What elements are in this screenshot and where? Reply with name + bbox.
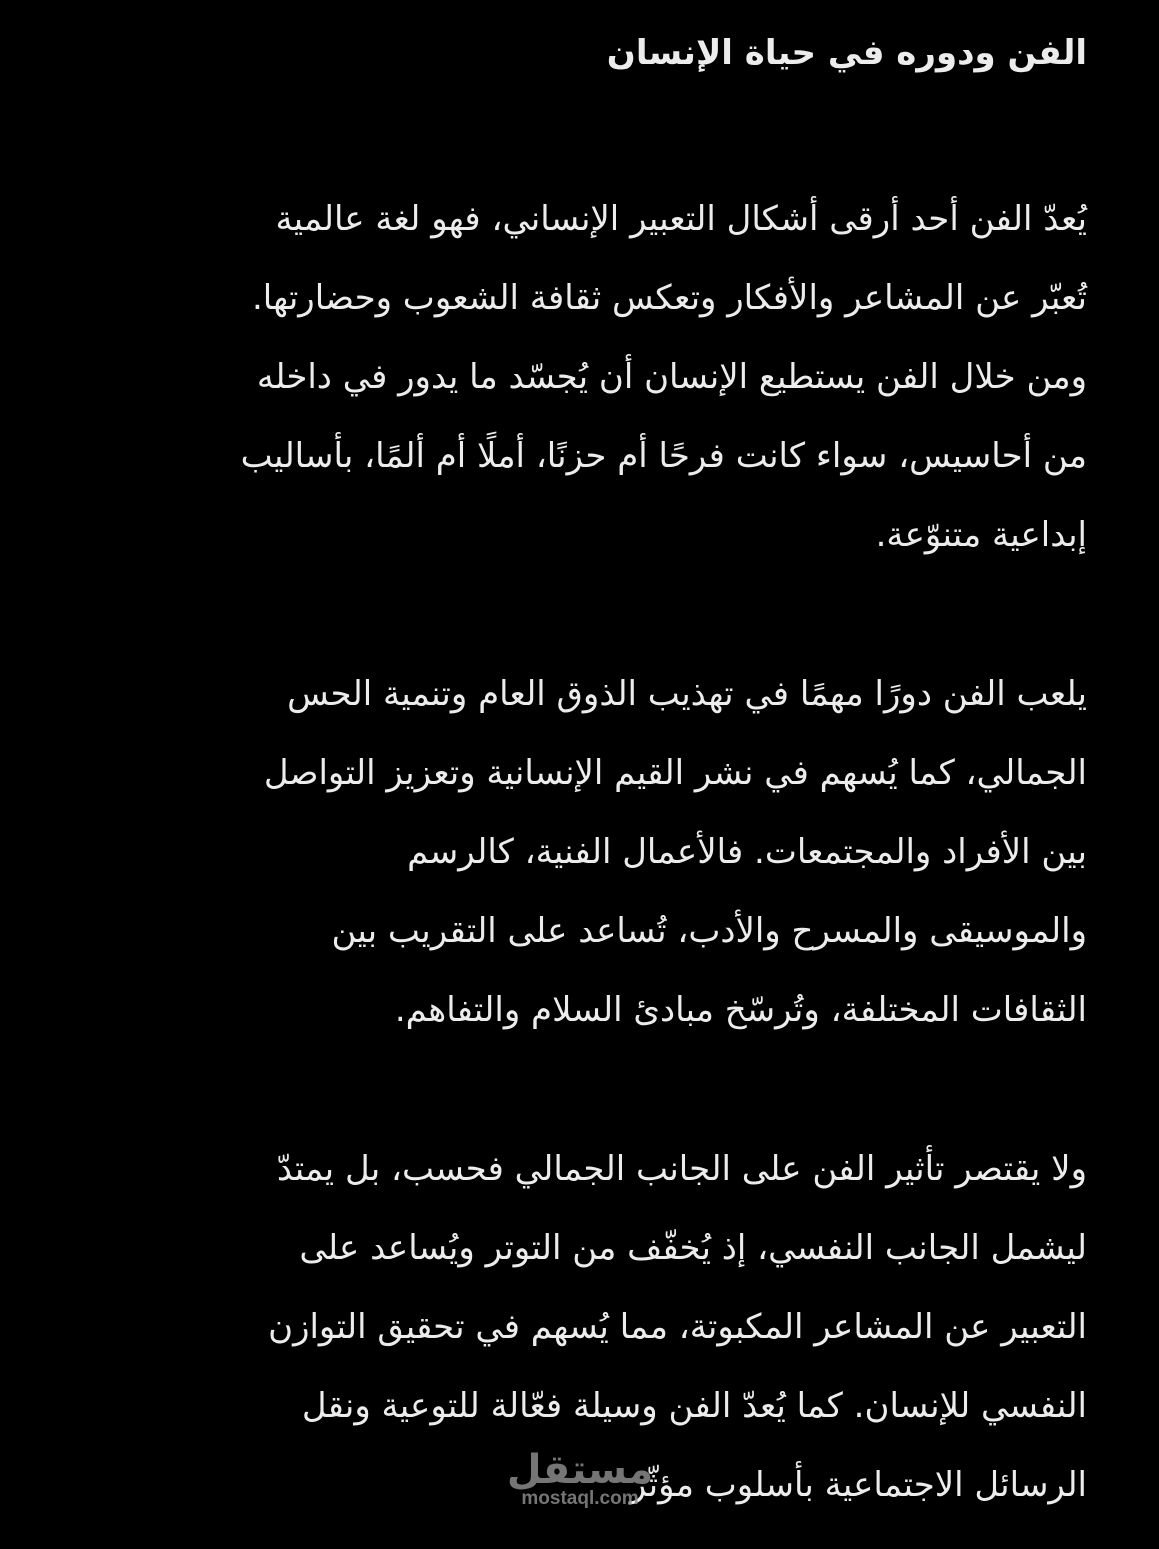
paragraph-line: يُعدّ الفن أحد أرقى أشكال التعبير الإنساني، فهو لغة عالمية bbox=[275, 199, 1087, 239]
paragraph-line: الجمالي، كما يُسهم في نشر القيم الإنسانية وتعزيز التواصل bbox=[263, 753, 1087, 793]
watermark-logo-latin: mostaql.com bbox=[521, 1488, 639, 1509]
watermark-logo-arabic: مستقل bbox=[506, 1447, 654, 1493]
paragraph-spacer bbox=[77, 575, 1087, 655]
mostaql-watermark bbox=[505, 1447, 655, 1510]
document-body bbox=[77, 18, 1087, 1525]
paragraph-line: ومن خلال الفن يستطيع الإنسان أن يُجسّد ما يدور في داخله bbox=[256, 357, 1087, 397]
paragraph-line: تُعبّر عن المشاعر والأفكار وتعكس ثقافة الشعوب وحضارتها. bbox=[252, 278, 1087, 318]
paragraph-line: بين الأفراد والمجتمعات. فالأعمال الفنية، كالرسم bbox=[407, 832, 1087, 872]
paragraph-spacer bbox=[77, 1050, 1087, 1130]
paragraph-line: إبداعية متنوّعة. bbox=[875, 515, 1087, 555]
paragraph-line: الثقافات المختلفة، وتُرسّخ مبادئ السلام والتفاهم. bbox=[394, 990, 1087, 1030]
document-title: الفن ودوره في حياة الإنسان bbox=[606, 33, 1087, 73]
paragraph-line: ولا يقتصر تأثير الفن على الجانب الجمالي فحسب، بل يمتدّ bbox=[276, 1149, 1087, 1189]
paragraph-line: يلعب الفن دورًا مهمًا في تهذيب الذوق العام وتنمية الحس bbox=[287, 674, 1087, 714]
paragraph-line: ليشمل الجانب النفسي، إذ يُخفّف من التوتر ويُساعد على bbox=[299, 1228, 1087, 1268]
paragraph-2 bbox=[77, 655, 1087, 1050]
paragraph-1 bbox=[77, 180, 1087, 575]
paragraph-line: والموسيقى والمسرح والأدب، تُساعد على التقريب بين bbox=[331, 911, 1087, 951]
paragraph-line: التعبير عن المشاعر المكبوتة، مما يُسهم في تحقيق التوازن bbox=[268, 1307, 1087, 1347]
paragraph-line: النفسي للإنسان. كما يُعدّ الفن وسيلة فعّالة للتوعية ونقل bbox=[301, 1386, 1087, 1426]
paragraph-line: الرسائل الاجتماعية بأسلوب مؤثّر bbox=[629, 1465, 1087, 1505]
paragraph-line: من أحاسيس، سواء كانت فرحًا أم حزنًا، أملًا أم ألمًا، بأساليب bbox=[240, 436, 1087, 476]
